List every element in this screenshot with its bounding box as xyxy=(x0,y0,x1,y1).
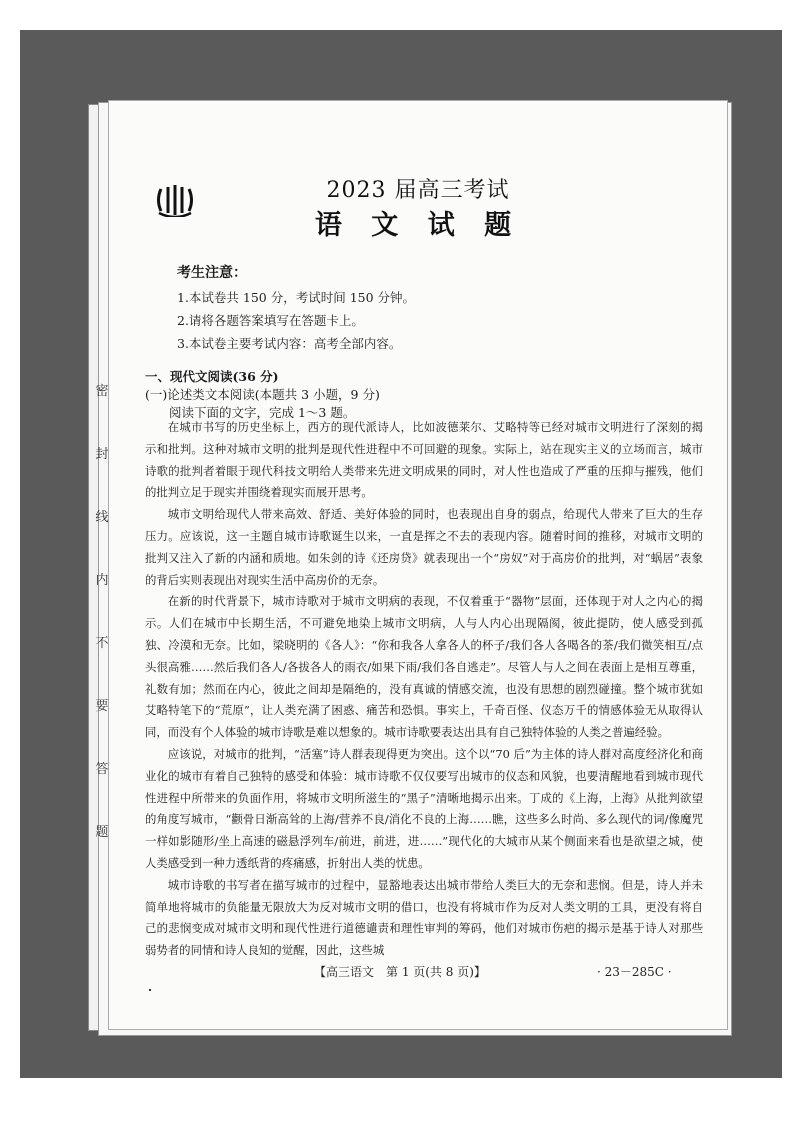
seal-char: 不 xyxy=(95,636,109,651)
section-subheading: (一)论述类文本阅读(本题共 3 小题，9 分) xyxy=(145,387,380,402)
notice-item: 1.本试卷共 150 分，考试时间 150 分钟。 xyxy=(177,290,416,305)
seal-char: 答 xyxy=(95,762,109,777)
passage-paragraph: 城市文明给现代人带来高效、舒适、美好体验的同时，也表现出自身的弱点，给现代人带来了巨大的生存压力。应该说，这一主题自城市诗歌诞生以来，一直是挥之不去的表现内容。随着时间的推移，对城市文明的批判又注入了新的内涵和质地。如朱剑的诗《还房贷》就表现出一个“房奴”对于高房价的批判，对“蜗居”表象的背后实则表现出对现实生活中高房价的无奈。 xyxy=(145,507,703,587)
exam-page xyxy=(108,100,728,1030)
notice-item: 3.本试卷主要考试内容：高考全部内容。 xyxy=(177,336,402,351)
seal-char: 密 xyxy=(95,384,109,399)
paper-code: · 23－285C · xyxy=(597,965,672,979)
seal-char: 封 xyxy=(95,447,109,462)
passage-paragraph: 应该说，对城市的批判，“活塞”诗人群表现得更为突出。这个以“70 后”为主体的诗人群对高度经济化和商业化的城市有着自己独特的感受和体验：城市诗歌不仅仅要写出城市的仪态和风貌，也要清醒地看到城市现代性进程中所带来的负面作用，将城市文明所滋生的“黑子”清晰地揭示出来。丁成的《上海，上海》从批判欲望的角度写城市，“颧骨日渐高耸的上海/营养不良/消化不良的上海……瞧，这些多么时尚、多么现代的词/像魔咒一样如影随形/坐上高速的磁悬浮列车/前进，前进，进……”现代化的大城市从某个侧面来看也是欲望之城，使人类感受到一种力透纸背的疼痛感，折射出人类的忧患。 xyxy=(145,746,703,870)
page-footer: 【高三语文 第 1 页(共 8 页)】 xyxy=(314,965,486,979)
notice-item: 2.请将各题答案填写在答题卡上。 xyxy=(177,313,364,328)
exam-subject-title: 语 文 试 题 xyxy=(314,210,522,241)
seal-char: 内 xyxy=(95,573,109,588)
seal-char: 题 xyxy=(95,825,109,840)
print-speck xyxy=(149,989,151,991)
passage-paragraph: 在新的时代背景下，城市诗歌对于城市文明病的表现，不仅着重于“器物”层面，还体现于对人之内心的揭示。人们在城市中长期生活，不可避免地染上城市文明病，人与人内心出现隔阂，彼此提防，使人感受到孤独、冷漠和无奈。比如，梁晓明的《各人》：“你和我各人拿各人的杯子/我们各人各喝各的茶/我们微笑相互/点头很高雅……然后我们各人/各拔各人的雨衣/如果下雨/我们各自逃走”。尽管人与人之间在表面上是相互尊重，礼数有加；然而在内心，彼此之间却是隔绝的，没有真诚的情感交流，也没有思想的剧烈碰撞。整个城市犹如艾略特笔下的“荒原”，让人类充满了困惑、痛苦和恐惧。事实上，千奇百怪、仪态万千的情感体验无从取得认同，而没有个人体验的城市诗歌是难以想象的。城市诗歌要表达出具有自己独特体验的人类之普遍经验。 xyxy=(145,594,703,740)
passage-paragraph: 城市诗歌的书写者在描写城市的过程中，显豁地表达出城市带给人类巨大的无奈和悲悯。但是，诗人并未简单地将城市的负能量无限放大为反对城市文明的借口，也没有将城市作为反对人类文明的工具，更没有将自己的悲悯变成对城市文明和现代性进行道德谴责和理性审判的筹码，他们对城市伤疤的揭示是基于诗人对那些弱势者的同情和诗人良知的觉醒，因此，这些城 xyxy=(145,877,703,958)
notice-title: 考生注意： xyxy=(177,265,247,281)
reading-instruction: 阅读下面的文字，完成 1～3 题。 xyxy=(169,405,356,420)
passage-paragraph: 在城市书写的历史坐标上，西方的现代派诗人，比如波德莱尔、艾略特等已经对城市文明进行了深刻的揭示和批判。这种对城市文明的批判是现代性进程中不可回避的现象。实际上，站在现实主义的立场而言，城市诗歌的批判者着眼于现代科技文明给人类带来先进文明成果的同时，对人性也造成了严重的压抑与摧残，他们的批判立足于现实并围绕着现实而展开思考。 xyxy=(145,420,703,500)
seal-char: 线 xyxy=(95,510,109,525)
reading-passage xyxy=(145,417,703,962)
exam-year-title: 2023 届高三考试 xyxy=(326,178,510,203)
section-heading: 一、现代文阅读(36 分) xyxy=(145,369,279,384)
seal-char: 要 xyxy=(95,699,109,714)
